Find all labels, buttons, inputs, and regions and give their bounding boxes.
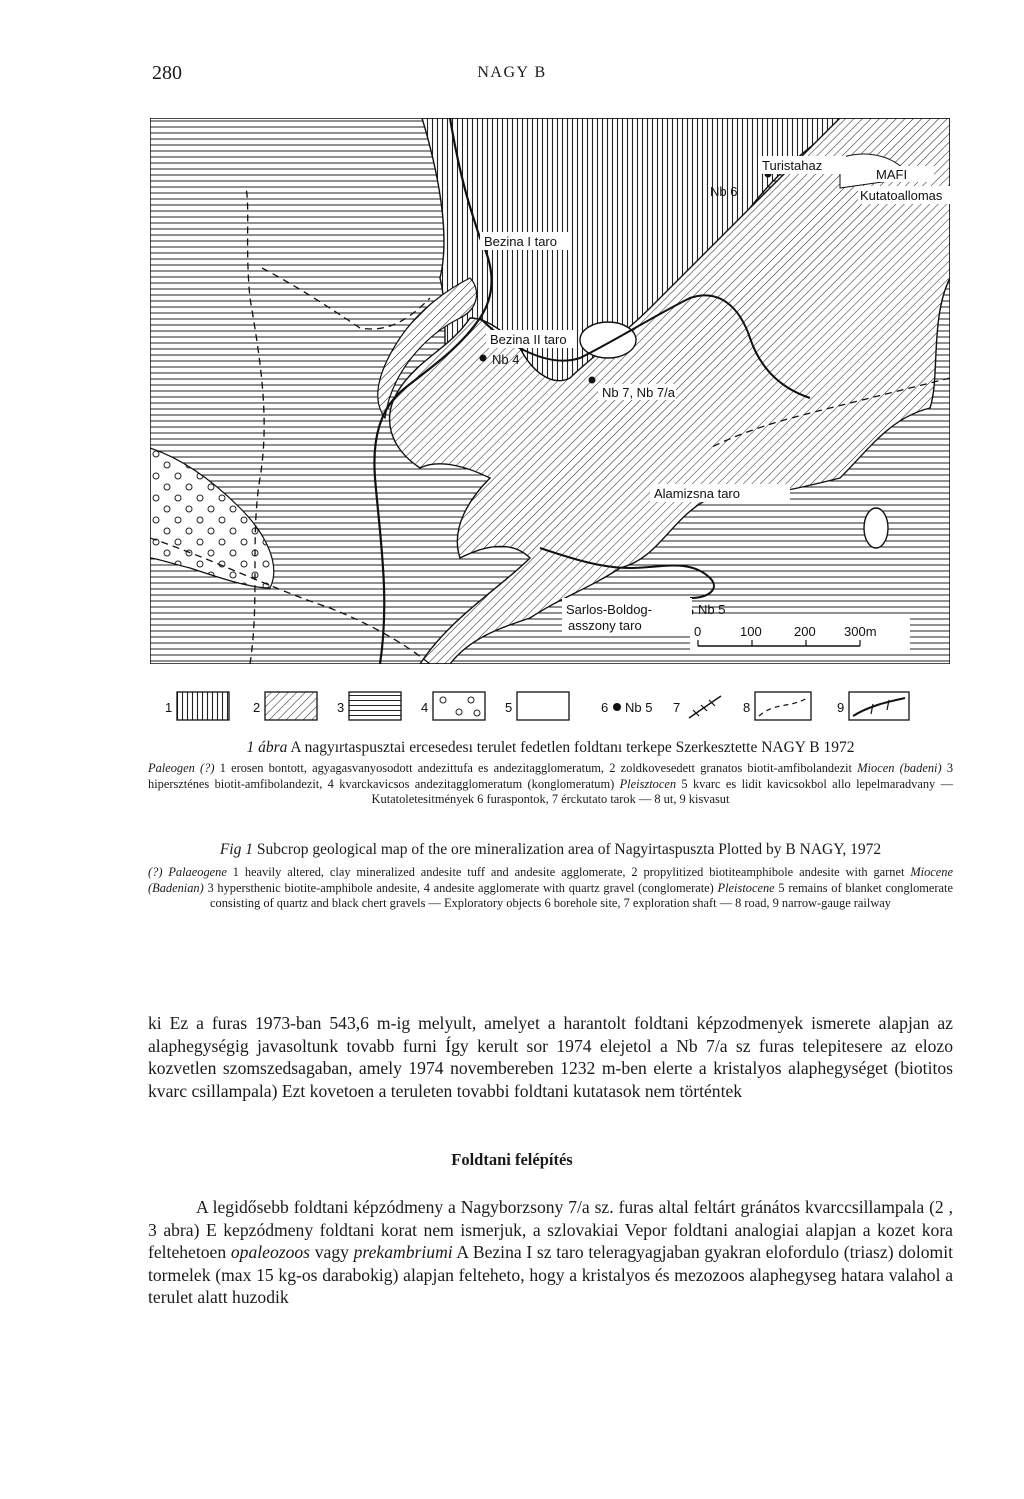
- legend-swatch-blank: [517, 692, 569, 720]
- legend-borehole-dot: [613, 703, 621, 711]
- caption-hu-item1: 1 erosen bontott, agyagasvanyosodott andezittufa es andezitagglomeratum, 2 zoldkovesedett granatos biotit-amfibolandezit: [214, 761, 858, 775]
- map-scale-bar: [690, 618, 910, 650]
- legend-num-1: 1: [165, 700, 173, 715]
- legend-borehole-label: Nb 5: [625, 700, 653, 715]
- caption-hu-miocen: Miocen (badeni): [857, 761, 942, 775]
- caption-hu-legend: [148, 761, 953, 808]
- caption-en-miocene: Miocene (Badenian): [148, 865, 953, 895]
- map-label-turistahaz: Turistahaz: [762, 158, 823, 173]
- map-label-bezina1: Bezina I taro: [484, 234, 557, 249]
- map-label-bezina2: Bezina II taro: [490, 332, 567, 347]
- map-label-nb4: Nb 4: [492, 352, 520, 367]
- legend-num-6: 6: [601, 700, 609, 715]
- scale-tick-300m: 300m: [844, 624, 877, 639]
- map-label-alamizsna: Alamizsna taro: [654, 486, 740, 501]
- body-paragraph-2: [148, 1196, 953, 1309]
- legend-num-7: 7: [673, 700, 681, 715]
- caption-hu-number: 1 ábra: [246, 739, 288, 756]
- legend-num-5: 5: [505, 700, 513, 715]
- map-borehole-nb4: [480, 355, 487, 362]
- caption-en-legend: [148, 865, 953, 912]
- legend-swatch-diagonal-lines: [265, 692, 317, 720]
- caption-en-item1: 1 heavily altered, clay mineralized andesite tuff and andesite agglomerate, 2 propylitized biotiteamphibole andesite with garnet: [226, 865, 911, 879]
- caption-en-title: [148, 840, 953, 859]
- page-number: 280: [152, 62, 182, 84]
- legend-swatch-horizontal-lines: [349, 692, 401, 720]
- map-legend: [165, 688, 925, 724]
- scale-tick-200: 200: [794, 624, 816, 639]
- map-label-nb5: Nb 5: [698, 602, 726, 617]
- caption-hu-item5: 5 kvarc es lidit kavicsokbol allo lepelmaradvany — Kutatoletesitmények 6 furaspontok, 7 érckutato tarok — 8 ut, 9 kisvasut: [371, 776, 953, 806]
- legend-swatch-circles: [433, 692, 485, 720]
- body-paragraph-1: ki Ez a furas 1973-ban 543,6 m-ig melyult, amelyet a harantolt foldtani képzodmenyek ismerete alapjan az alaphegységig javasoltunk tovabb furni Így kerult sor 1974 elejetol a Nb 7/a sz furas telepitesere az elozo kozvetlen szomszedsagaban, amely 1974 novembereben 1232 m-ben elerte a kristalyos alaphegységet (biotitos kvarc csillampala) Ezt kovetoen a teruleten tovabbi foldtani kutatasok nem történtek: [148, 1013, 953, 1101]
- legend-swatch-vertical-lines: [177, 692, 229, 720]
- caption-hu-paleogen: Paleogen (?): [148, 761, 215, 775]
- caption-english: [148, 840, 953, 912]
- legend-swatch-dashed-road: [755, 692, 811, 720]
- caption-en-title-text: Subcrop geological map of the ore mineralization area of Nagyirtaspuszta Plotted by B NAGY, 1972: [252, 841, 882, 858]
- running-head-author: NAGY B: [477, 64, 547, 81]
- caption-en-item5: 5 remains of blanket conglomerate consisting of quartz and black chert gravels — Exploratory objects 6 borehole site, 7 exploration shaft — 8 road, 9 narrow-gauge railway: [210, 880, 953, 910]
- section-heading: Foldtani felépítés: [451, 1150, 573, 1169]
- map-label-nb6: Nb 6: [710, 184, 738, 199]
- map-label-mafi: MAFI: [876, 167, 908, 182]
- legend-num-3: 3: [337, 700, 345, 715]
- legend-num-9: 9: [837, 700, 845, 715]
- scale-tick-0: 0: [694, 624, 702, 639]
- map-label-sarlos-2: asszony taro: [568, 618, 642, 633]
- legend-num-2: 2: [253, 700, 261, 715]
- legend-num-8: 8: [743, 700, 751, 715]
- caption-hungarian: [148, 738, 953, 808]
- caption-en-palaeogene: (?) Palaeogene: [148, 865, 227, 879]
- caption-hu-pleisztocen: Pleisztocen: [619, 776, 677, 791]
- body-p2-prekambriumi: prekambriumi: [353, 1242, 453, 1262]
- map-label-kutatoallomas: Kutatoallomas: [860, 188, 943, 203]
- caption-hu-title-text: A nagyırtaspusztai ercesedesı terulet fedetlen foldtanı terkepe Szerkesztette NAGY B 1972: [287, 739, 855, 756]
- legend-swatch-railway: [849, 692, 909, 720]
- map-area-blank-2: [864, 508, 888, 548]
- legend-shaft-icon: [689, 696, 721, 718]
- body-p2-vagy: vagy: [310, 1242, 354, 1262]
- caption-hu-item3: 3 hiperszténes biotit-amfibolandezit, 4 kvarckavicsos andezitagglomeratum (konglomeratum): [148, 761, 954, 791]
- caption-hu-title: [148, 738, 953, 757]
- caption-en-item3: 3 hypersthenic biotite-amphibole andesite, 4 andesite agglomerate with quartz gravel (conglomerate): [203, 880, 718, 895]
- legend-num-4: 4: [421, 700, 429, 715]
- body-p2-part-b: A Bezina I sz taro teleragyagjaban gyakran elofordulo (triasz) dolomit tormelek (max 15 kg-os darabokig) alapjan felteheto, hogy a kristalyos és mezozoos alaphegyseg hatara valahol a terulet alatt huzodik: [148, 1242, 953, 1307]
- caption-en-pleistocene: Pleistocene: [717, 880, 775, 895]
- map-label-nb7: Nb 7, Nb 7/a: [602, 385, 675, 400]
- scale-tick-100: 100: [740, 624, 762, 639]
- caption-en-number: Fig 1: [219, 841, 253, 858]
- body-p2-opaleozoos: opaleozoos: [230, 1242, 311, 1262]
- geological-map: [150, 118, 950, 664]
- map-label-sarlos-1: Sarlos-Boldog-: [566, 602, 652, 617]
- map-borehole-nb7: [589, 377, 596, 384]
- body-p2-part-a: A legidősebb foldtani képzódmeny a Nagyborzsony 7/a sz. furas altal feltárt gránátos kvarccsillampala (2 , 3 abra) E kepzódmeny foldtani korat nem ismerjuk, a szlovakiai Vepor foldtani analogiai alapjan a kozet kora feltehetoen: [148, 1197, 953, 1262]
